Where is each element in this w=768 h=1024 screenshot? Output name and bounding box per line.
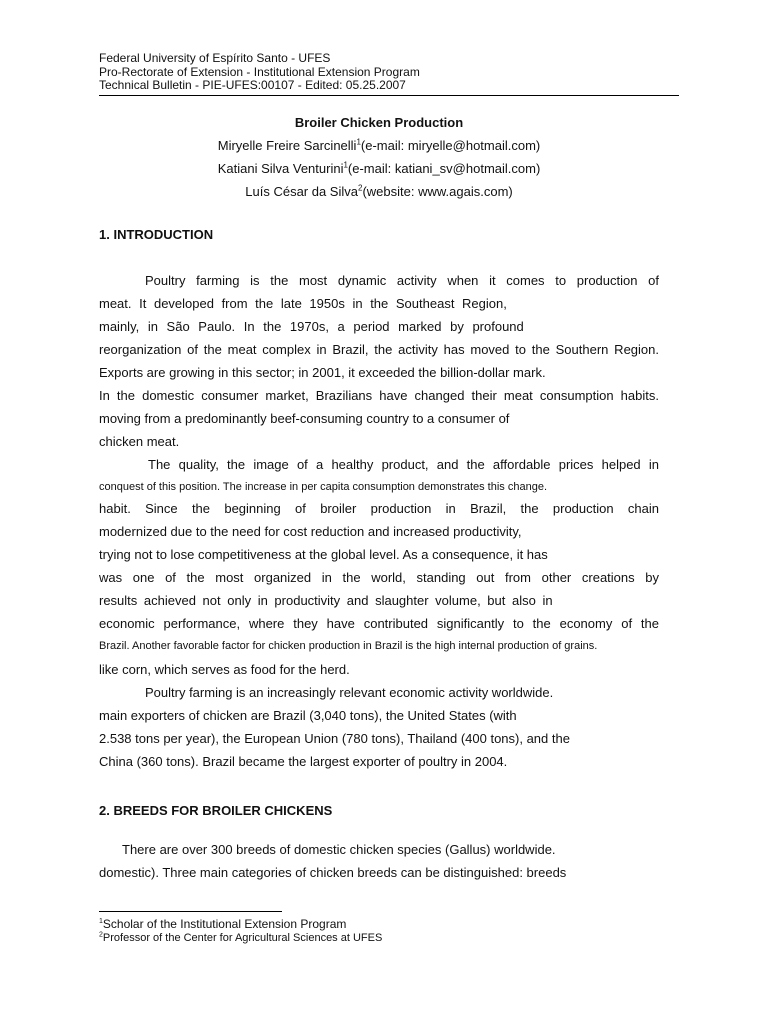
text-line: Poultry farming is the most dynamic activity when it comes to production of: [145, 273, 659, 288]
author-name: Katiani Silva Venturini: [217, 161, 344, 176]
text-line: Brazil. Another favorable factor for chicken production in Brazil is the high internal production of grains.: [99, 640, 598, 652]
text-line: results achieved not only in productivity and slaughter volume, but also in: [99, 593, 553, 608]
text-line: conquest of this position. The increase in per capita consumption demonstrates this change.: [99, 481, 548, 493]
author-name: Luís César da Silva: [245, 184, 358, 199]
text-line: trying not to lose competitiveness at the global level. As a consequence, it has: [99, 547, 548, 562]
text-line: chicken meat.: [99, 434, 180, 449]
text-line: moving from a predominantly beef-consuming country to a consumer of: [99, 411, 510, 426]
title-block: [99, 111, 659, 203]
footnote-mark: 2: [99, 931, 103, 939]
footnote-text: Professor of the Center for Agricultural Sciences at UFES: [102, 932, 383, 944]
text-line: domestic). Three main categories of chicken breeds can be distinguished: breeds: [99, 865, 567, 880]
text-line: Exports are growing in this sector; in 2001, it exceeded the billion-dollar mark.: [99, 365, 546, 380]
text-line: reorganization of the meat complex in Brazil, the activity has moved to the Southern Region.: [99, 342, 659, 357]
text-line: Poultry farming is an increasingly relevant economic activity worldwide.: [145, 685, 554, 700]
author-footnote-mark: 1: [356, 137, 361, 147]
text-line: like corn, which serves as food for the herd.: [99, 662, 350, 677]
author-contact: (website: www.agais.com): [362, 184, 513, 199]
text-line: China (360 tons). Brazil became the largest exporter of poultry in 2004.: [99, 754, 508, 769]
author-name: Miryelle Freire Sarcinelli: [217, 138, 357, 153]
footnote-mark: 1: [99, 918, 103, 925]
text-line: main exporters of chicken are Brazil (3,040 tons), the United States (with: [99, 708, 517, 723]
author-footnote-mark: 1: [343, 160, 348, 170]
text-line: In the domestic consumer market, Brazilians have changed their meat consumption habits.: [99, 388, 659, 403]
header-divider: [99, 95, 679, 96]
author-footnote-mark: 2: [358, 183, 363, 193]
section-heading-introduction: 1. INTRODUCTION: [99, 227, 214, 242]
text-line: meat. It developed from the late 1950s in the Southeast Region,: [99, 296, 507, 311]
header-bulletin: Technical Bulletin - PIE-UFES:00107 - Edited: 05.25.2007: [99, 78, 406, 92]
text-line: habit. Since the beginning of broiler production in Brazil, the production chain: [99, 501, 659, 516]
header-program: Pro-Rectorate of Extension - Institutional Extension Program: [99, 64, 420, 79]
text-line: was one of the most organized in the world, standing out from other creations by: [99, 570, 659, 585]
text-line: mainly, in São Paulo. In the 1970s, a period marked by profound: [99, 319, 524, 334]
text-line: There are over 300 breeds of domestic chicken species (Gallus) worldwide.: [122, 842, 556, 857]
author-line: [99, 157, 659, 180]
footnotes: [99, 917, 382, 945]
section-heading-breeds: 2. BREEDS FOR BROILER CHICKENS: [99, 803, 333, 818]
footnote-divider: [99, 911, 282, 912]
page-header: [99, 52, 679, 93]
text-line: 2.538 tons per year), the European Union (780 tons), Thailand (400 tons), and the: [99, 731, 570, 746]
breeds-body: [99, 838, 659, 884]
author-line: [99, 180, 659, 203]
text-line: The quality, the image of a healthy product, and the affordable prices helped in: [148, 457, 659, 472]
footnote-text: Scholar of the Institutional Extension Program: [102, 917, 347, 931]
text-line: modernized due to the need for cost reduction and increased productivity,: [99, 524, 522, 539]
introduction-body: [99, 269, 659, 773]
footnote: [99, 917, 382, 931]
text-line: economic performance, where they have contributed significantly to the economy of the: [99, 616, 659, 631]
document-title: Broiler Chicken Production: [294, 115, 464, 130]
author-contact: (e-mail: katiani_sv@hotmail.com): [347, 161, 541, 176]
author-line: [99, 134, 659, 157]
footnote: [99, 931, 382, 945]
author-contact: (e-mail: miryelle@hotmail.com): [360, 138, 541, 153]
header-university: Federal University of Espírito Santo - UFES: [99, 51, 331, 65]
